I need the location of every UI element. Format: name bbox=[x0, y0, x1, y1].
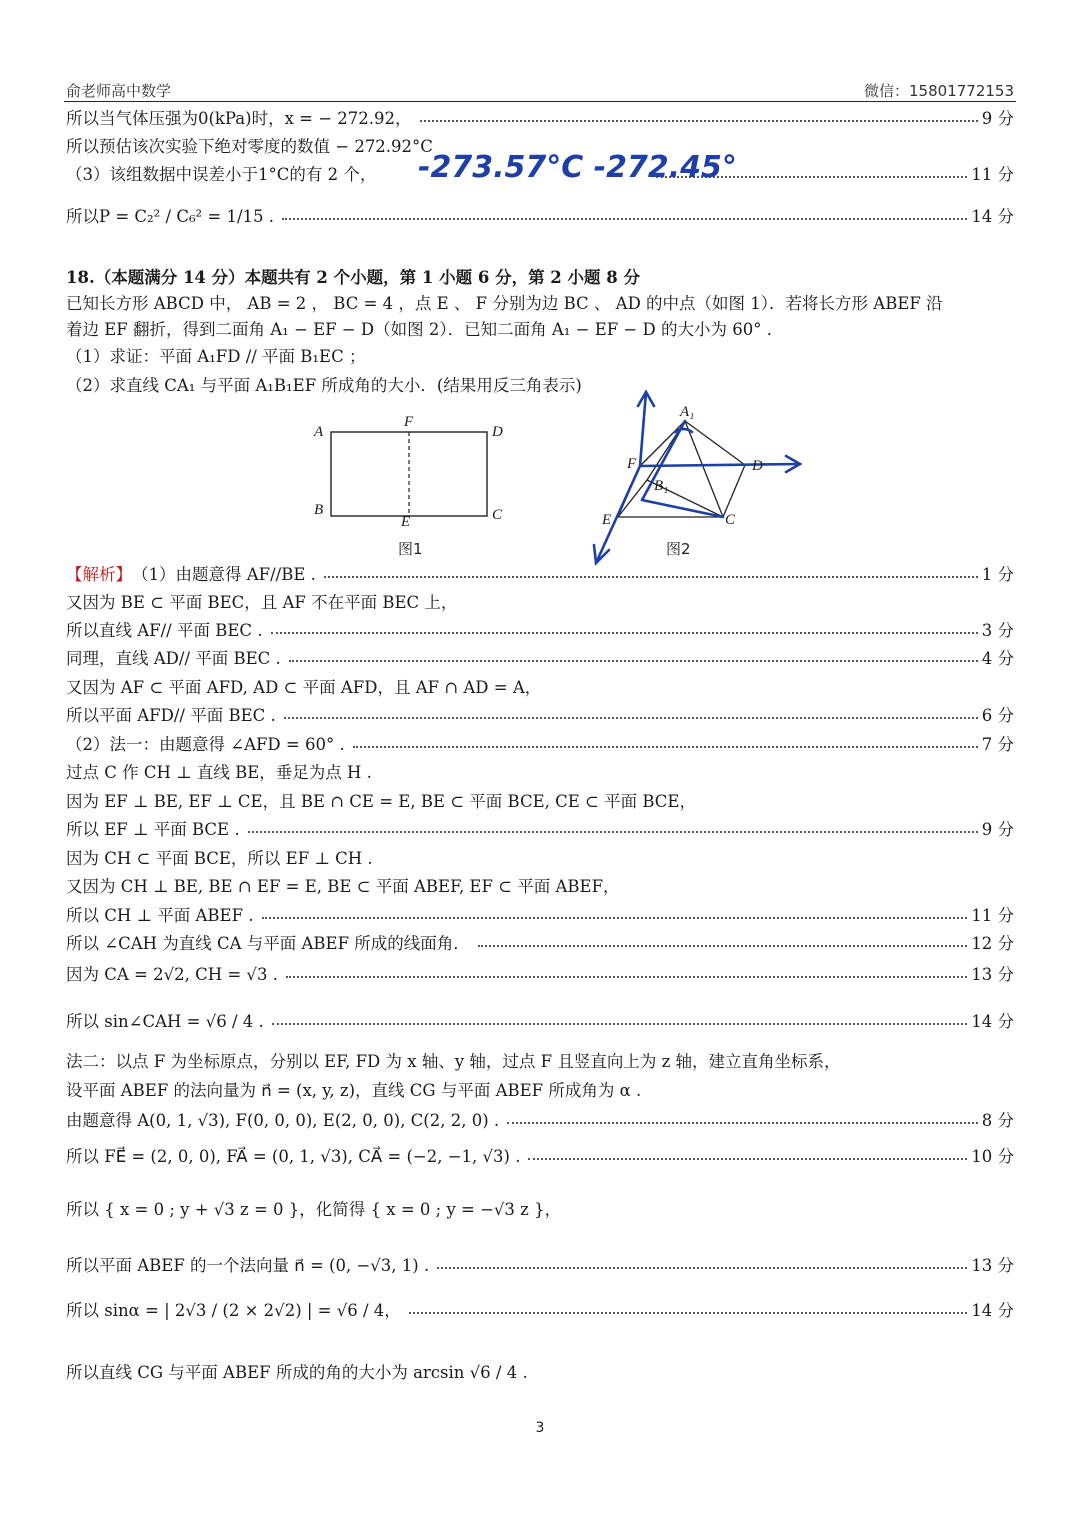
score: 11 分 bbox=[971, 165, 1014, 184]
solution-line-13 bbox=[66, 901, 1014, 927]
solution-line-7 bbox=[66, 730, 1014, 756]
leader-dots bbox=[272, 1023, 968, 1025]
line-text: 设平面 ABEF 的法向量为 n⃗ = (x, y, z)，直线 CG 与平面 ABEF 所成角为 α . bbox=[66, 1081, 642, 1100]
solution-line-2 bbox=[66, 588, 1014, 614]
score: 13 分 bbox=[971, 1256, 1014, 1275]
score: 3 分 bbox=[981, 621, 1014, 640]
line-text: 所以P = C₂² / C₆² = 1/15 . bbox=[66, 207, 275, 226]
line-text: 由题意得 A(0, 1, √3), F(0, 0, 0), E(2, 0, 0), C(2, 2, 0) . bbox=[66, 1111, 500, 1130]
fig1-label-c: C bbox=[492, 507, 503, 523]
line-text: 所以预估该次实验下绝对零度的数值 − 272.92°C bbox=[66, 137, 433, 156]
line-text: 所以 sinα = | 2√3 / (2 × 2√2) | = √6 / 4， bbox=[66, 1301, 401, 1320]
line-text: 又因为 BE ⊂ 平面 BEC，且 AF 不在平面 BEC 上， bbox=[66, 593, 458, 612]
solution-line-12 bbox=[66, 872, 1014, 898]
solution-line-18 bbox=[66, 1076, 1014, 1102]
problem-q2 bbox=[66, 371, 1014, 397]
header-contact: 微信：15801772153 bbox=[864, 82, 1014, 100]
leader-dots bbox=[286, 976, 967, 978]
score: 4 分 bbox=[981, 649, 1014, 668]
line-text: 着边 EF 翻折，得到二面角 A₁ − EF − D（如图 2）．已知二面角 A₁ − EF − D 的大小为 60° ． bbox=[66, 320, 784, 339]
score: 10 分 bbox=[971, 1147, 1014, 1166]
line-text: （3）该组数据中误差小于1°C的有 2 个， bbox=[66, 165, 377, 184]
axis-y bbox=[640, 464, 800, 466]
solution-line-23 bbox=[66, 1286, 1014, 1332]
solution-line-17 bbox=[66, 1047, 1014, 1073]
line-text: 又因为 AF ⊂ 平面 AFD, AD ⊂ 平面 AFD，且 AF ∩ AD = A， bbox=[66, 678, 542, 697]
problem-title bbox=[66, 263, 1014, 289]
solution-line-1 bbox=[66, 560, 1014, 586]
line-text: 因为 EF ⊥ BE, EF ⊥ CE，且 BE ∩ CE = E, BE ⊂ 平面 BCE, CE ⊂ 平面 BCE， bbox=[66, 792, 696, 811]
figure-2-folded bbox=[580, 380, 810, 570]
leader-dots bbox=[284, 717, 978, 719]
score: 11 分 bbox=[971, 906, 1014, 925]
solution-line-3 bbox=[66, 616, 1014, 642]
line-text: 已知长方形 ABCD 中， AB = 2 ， BC = 4 ，点 E 、 F 分别为边 BC 、 AD 的中点（如图 1）．若将长方形 ABEF 沿 bbox=[66, 294, 943, 313]
handwritten-note: -273.57°C -272.45° bbox=[418, 150, 737, 185]
fig2-label-e: E bbox=[602, 512, 612, 528]
edge-a1f bbox=[640, 421, 685, 466]
solution-line-14 bbox=[66, 929, 1014, 955]
leader-dots bbox=[478, 945, 967, 947]
score: 7 分 bbox=[981, 735, 1014, 754]
line-text: 所以 CH ⊥ 平面 ABEF . bbox=[66, 906, 254, 925]
leader-dots bbox=[437, 1267, 967, 1269]
solution-line-20 bbox=[66, 1142, 1014, 1168]
leader-dots bbox=[248, 831, 978, 833]
solution-line-24 bbox=[66, 1348, 1014, 1394]
leader-dots bbox=[420, 120, 978, 122]
line-text: 所以 EF ⊥ 平面 BCE . bbox=[66, 820, 240, 839]
line-text: 因为 CH ⊂ 平面 BCE，所以 EF ⊥ CH . bbox=[66, 849, 373, 868]
score: 1 分 bbox=[981, 565, 1014, 584]
solution-line-21 bbox=[66, 1178, 1014, 1238]
score: 8 分 bbox=[981, 1111, 1014, 1130]
edge-cd bbox=[723, 465, 745, 517]
leader-dots bbox=[289, 660, 978, 662]
line-text: 过点 C 作 CH ⊥ 直线 BE，垂足为点 H . bbox=[66, 763, 372, 782]
fig1-label-f: F bbox=[404, 414, 414, 430]
score: 14 分 bbox=[971, 207, 1014, 226]
solution-line-4 bbox=[66, 644, 1014, 670]
prev-line-4 bbox=[66, 192, 1014, 238]
fig1-label-a: A bbox=[314, 424, 324, 440]
problem-stem-1 bbox=[66, 289, 1014, 315]
leader-dots bbox=[353, 746, 978, 748]
fig2-label-d: D bbox=[752, 458, 763, 474]
solution-line-19 bbox=[66, 1106, 1014, 1132]
drawn-angle-mark bbox=[675, 429, 692, 432]
solution-line-10 bbox=[66, 815, 1014, 841]
line-text: 所以 FE⃗ = (2, 0, 0), FA⃗ = (0, 1, √3), CA⃗ = (−2, −1, √3) . bbox=[66, 1147, 521, 1166]
header-author: 俞老师高中数学 bbox=[66, 82, 172, 100]
line-text: 因为 CA = 2√2, CH = √3 . bbox=[66, 965, 278, 984]
problem-stem-2 bbox=[66, 315, 1014, 341]
fig2-label-a1: A₁ bbox=[680, 404, 695, 420]
score: 9 分 bbox=[981, 820, 1014, 839]
drawn-line-c bbox=[642, 500, 723, 517]
problem-q1 bbox=[66, 342, 1014, 368]
line-text: 所以直线 AF// 平面 BEC . bbox=[66, 621, 263, 640]
line-text: （2）法一：由题意得 ∠AFD = 60° . bbox=[66, 735, 345, 754]
solution-line-16 bbox=[66, 997, 1014, 1043]
solution-line-6 bbox=[66, 701, 1014, 727]
score: 12 分 bbox=[971, 934, 1014, 953]
leader-dots bbox=[409, 1312, 967, 1314]
leader-dots bbox=[528, 1158, 967, 1160]
line-text: （1）求证：平面 A₁FD // 平面 B₁EC ； bbox=[66, 347, 366, 366]
line-text: 所以直线 CG 与平面 ABEF 所成的角的大小为 arcsin √6 / 4 . bbox=[66, 1363, 528, 1382]
leader-dots bbox=[507, 1122, 978, 1124]
leader-dots bbox=[324, 576, 978, 578]
leader-dots bbox=[271, 632, 978, 634]
score: 14 分 bbox=[971, 1012, 1014, 1031]
line-text: 18.（本题满分 14 分）本题共有 2 个小题，第 1 小题 6 分，第 2 小题 8 分 bbox=[66, 268, 641, 287]
leader-dots bbox=[282, 218, 967, 220]
prev-line-1 bbox=[66, 104, 1014, 130]
line-text: 所以 ∠CAH 为直线 CA 与平面 ABEF 所成的线面角． bbox=[66, 934, 470, 953]
line-text: 所以平面 AFD// 平面 BEC . bbox=[66, 706, 276, 725]
solution-heading: 【解析】 bbox=[66, 565, 132, 584]
line-text: 所以平面 ABEF 的一个法向量 n⃗ = (0, −√3, 1) . bbox=[66, 1256, 430, 1275]
score: 6 分 bbox=[981, 706, 1014, 725]
line-text: 所以 sin∠CAH = √6 / 4 . bbox=[66, 1012, 264, 1031]
leader-dots bbox=[262, 917, 968, 919]
line-text: 所以 { x = 0 ; y + √3 z = 0 }，化简得 { x = 0 ; y = −√3 z }， bbox=[66, 1200, 562, 1219]
fig1-label-e: E bbox=[401, 514, 411, 530]
line-text: （2）求直线 CA₁ 与平面 A₁B₁EF 所成角的大小．(结果用反三角表示) bbox=[66, 376, 582, 395]
fig1-label-b: B bbox=[314, 502, 324, 518]
fig2-label-b1: B₁ bbox=[654, 478, 669, 494]
score: 13 分 bbox=[971, 965, 1014, 984]
score: 9 分 bbox=[981, 109, 1014, 128]
line-text: 同理，直线 AD// 平面 BEC . bbox=[66, 649, 281, 668]
solution-line-15 bbox=[66, 960, 1014, 986]
fig2-label-c: C bbox=[725, 512, 736, 528]
score: 14 分 bbox=[971, 1301, 1014, 1320]
header-divider bbox=[64, 101, 1016, 102]
line-text: 所以当气体压强为0(kPa)时，x = − 272.92， bbox=[66, 109, 412, 128]
fig2-label-f: F bbox=[627, 456, 637, 472]
fig1-label-d: D bbox=[492, 424, 503, 440]
solution-line-9 bbox=[66, 787, 1014, 813]
solution-line-5 bbox=[66, 673, 1014, 699]
solution-line-22 bbox=[66, 1251, 1014, 1277]
solution-line-11 bbox=[66, 844, 1014, 870]
page-number: 3 bbox=[535, 1420, 545, 1436]
figure-2-caption: 图2 bbox=[666, 540, 691, 558]
line-text: 法二：以点 F 为坐标原点，分别以 EF, FD 为 x 轴、y 轴，过点 F 且竖直向上为 z 轴，建立直角坐标系， bbox=[66, 1052, 841, 1071]
solution-line-8 bbox=[66, 758, 1014, 784]
line-text: 又因为 CH ⊥ BE, BE ∩ EF = E, BE ⊂ 平面 ABEF, EF ⊂ 平面 ABEF， bbox=[66, 877, 620, 896]
figure-1-caption: 图1 bbox=[398, 540, 423, 558]
line-text: （1）由题意得 AF//BE . bbox=[132, 565, 316, 584]
